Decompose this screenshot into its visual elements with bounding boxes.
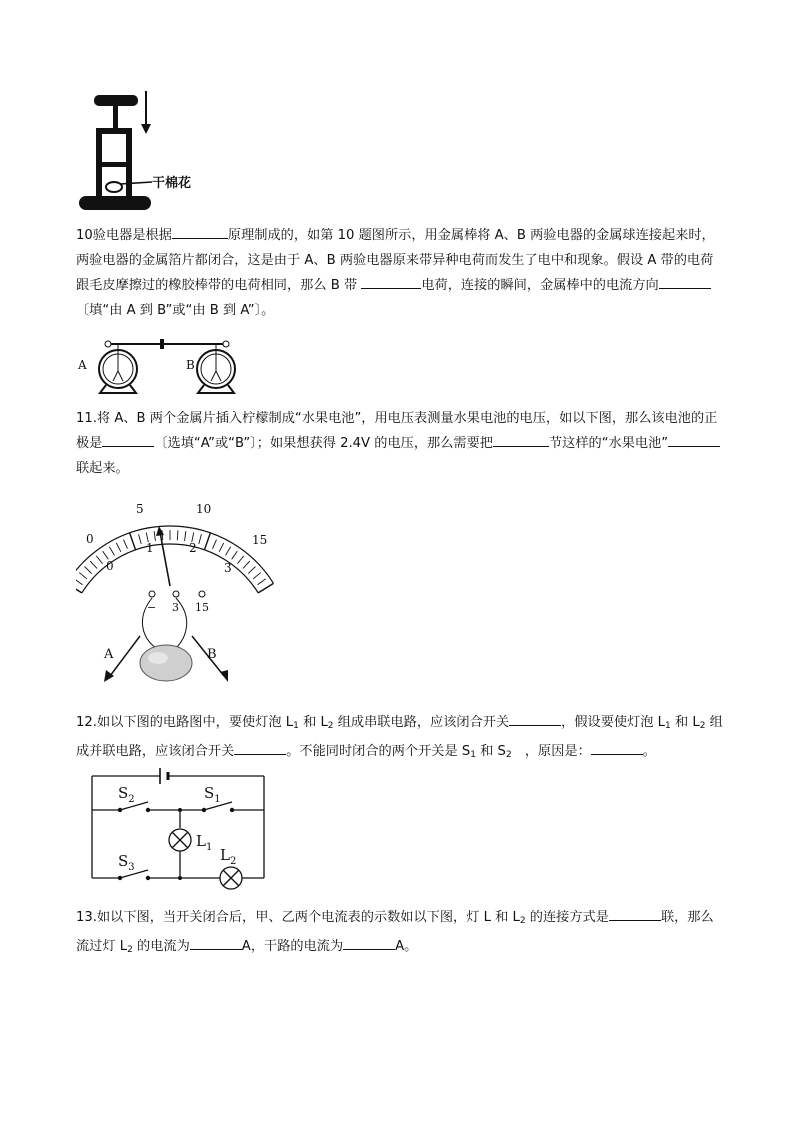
q12-sub-3: 1 [665, 721, 671, 731]
q12-sub-6: 2 [505, 750, 512, 760]
q12-text-6: 组成并联电路，应该闭合开关 [76, 715, 723, 759]
q11-blank-count[interactable] [493, 432, 549, 447]
q13-text-6: A。 [395, 939, 418, 954]
voltmeter-lemon-figure [76, 498, 276, 698]
q13-text-2: 的连接方式是 [525, 910, 609, 925]
s3-label: $S_3$ [118, 852, 135, 873]
electroscope-b-label: B [186, 358, 195, 372]
question-10 [76, 223, 724, 323]
electroscope-a-label: A [78, 358, 87, 372]
cotton-label: 干棉花 [152, 176, 192, 191]
q10-text-2: 原理制成的，如第 10 题图所示，用金属棒将 A、B 两验电器的金属球连接起来时，两验电器的金属箔片都闭合，这是由于 A、B 两验电器原来带异种电荷而发生了电中和现象。假设 A 带的电荷跟毛皮摩擦过的橡胶棒带的电荷相同，那么 B 带 [76, 228, 715, 293]
q10-blank-principle[interactable] [172, 224, 228, 239]
lemon-a-label: A [104, 647, 114, 662]
question-12 [76, 710, 724, 768]
q12-blank-parallel[interactable] [234, 740, 286, 755]
q11-blank-connection[interactable] [668, 432, 720, 447]
inner-tick-2: 2 [189, 541, 197, 555]
q12-text-5: 和 L [670, 715, 700, 730]
q10-blank-direction[interactable] [659, 274, 711, 289]
voltmeter-needle [156, 526, 170, 586]
q13-text-1: 13.如以下图，当开关闭合后，甲、乙两个电流表的示数如以下图，灯 L 和 L [76, 910, 520, 925]
terminal-minus: − [147, 601, 157, 614]
q11-text-4: 联起来。 [76, 461, 129, 476]
q10-text-3: 电荷，连接的瞬间，金属棒中的电流方向 [421, 278, 659, 293]
question-11 [76, 406, 724, 481]
outer-tick-0: 0 [86, 532, 94, 546]
q10-blank-charge[interactable] [361, 274, 421, 289]
outer-tick-15: 15 [252, 533, 268, 547]
q11-text-2: 〔选填“A”或“B”〕；如果想获得 2.4V 的电压，那么需要把 [154, 436, 493, 451]
q12-text-3: 组成串联电路，应该闭合开关 [333, 715, 510, 730]
q11-text-1: 11.将 A、B 两个金属片插入柠檬制成“水果电池”，用电压表测量水果电池的电压，如以下图，那么该电池的正极是 [76, 411, 718, 451]
inner-tick-0: 0 [106, 559, 114, 573]
electroscope-figure [76, 335, 246, 395]
q13-text-5: A，干路的电流为 [241, 939, 344, 954]
question-13 [76, 905, 724, 963]
terminal-15: 15 [195, 601, 209, 614]
q11-text-3: 节这样的“水果电池” [548, 436, 669, 451]
q10-text-1: 10验电器是根据 [76, 228, 172, 243]
inner-tick-3: 3 [224, 561, 232, 575]
q13-blank-current-l2[interactable] [190, 935, 242, 950]
lemon-b-label: B [207, 647, 217, 662]
q12-text-7: 。不能同时闭合的两个开关是 S [286, 744, 471, 759]
q12-sub-5: 1 [470, 750, 476, 760]
q12-sub-4: 2 [699, 721, 706, 731]
q13-sub-1: 2 [519, 916, 526, 926]
s2-label: $S_2$ [118, 784, 135, 805]
inner-tick-1: 1 [146, 541, 154, 555]
cotton-apparatus-figure [76, 88, 226, 216]
q13-text-3: 联，那么流过灯 L [76, 910, 714, 954]
q12-sub-2: 2 [327, 721, 334, 731]
outer-tick-5: 5 [136, 502, 144, 516]
s1-label: $S_1$ [204, 784, 221, 805]
q13-sub-2: 2 [127, 945, 133, 955]
q12-sub-1: 1 [293, 721, 299, 731]
q12-blank-series[interactable] [509, 711, 561, 726]
q12-text-1: 12.如以下图的电路图中，要使灯泡 L [76, 715, 294, 730]
q12-text-10: 。 [642, 744, 656, 759]
q12-text-9: ，原因是： [511, 744, 591, 759]
l1-label: $L_1$ [196, 832, 213, 853]
q10-text-4: 〔填“由 A 到 B”或“由 B 到 A”〕。 [76, 303, 275, 318]
terminal-3: 3 [172, 601, 179, 614]
q13-text-4: 的电流为 [132, 939, 190, 954]
q12-text-8: 和 S [475, 744, 506, 759]
l2-label: $L_2$ [220, 846, 237, 867]
circuit-diagram [86, 764, 276, 892]
q13-blank-connection[interactable] [609, 906, 661, 921]
q11-blank-positive[interactable] [102, 432, 154, 447]
q13-blank-main-current[interactable] [343, 935, 395, 950]
q12-text-4: ，假设要使灯泡 L [561, 715, 666, 730]
outer-tick-10: 10 [196, 502, 212, 516]
q12-blank-reason[interactable] [591, 740, 643, 755]
q12-text-2: 和 L [298, 715, 328, 730]
